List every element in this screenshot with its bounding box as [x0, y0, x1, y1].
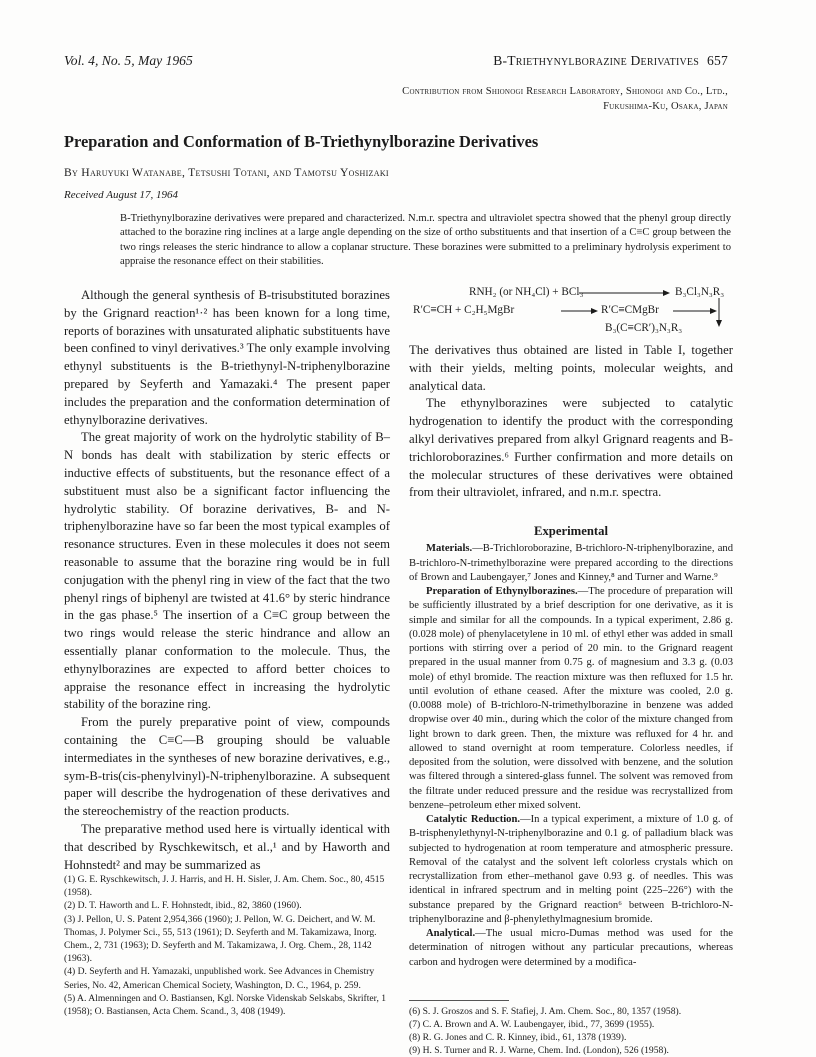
right-column-intro [409, 342, 733, 502]
running-header-volume: Vol. 4, No. 5, May 1965 [64, 53, 193, 68]
contribution-line-1: Contribution from Shionogi Research Laboratory, Shionogi and Co., Ltd., [402, 86, 728, 97]
scheme-line-1: RNH₂ (or NH₄Cl) + BCl₃ B₃Cl₃N₃R₃ [469, 286, 725, 298]
reaction-scheme [413, 286, 733, 340]
body-paragraph: From the purely preparative point of view, compounds containing the C≡C—B grouping should be valuable intermediates in the syntheses of new borazine derivatives, e.g., sym-B-tris(cis-phenylvinyl)-N-triphenylborazine. A subsequent paper will describe the hydrogenation of these derivatives and the stereochemistry of the reaction products. [64, 715, 390, 819]
body-paragraph: The preparative method used here is virtually identical with that described by Ryschkewitsch, et al.,¹ and by Haworth and Hohnstedt² and may be summarized as [64, 821, 390, 872]
contribution-line-2: Fukushima-Ku, Osaka, Japan [603, 101, 728, 112]
body-paragraph: Although the general synthesis of B-trisubstituted borazines by the Grignard reaction¹·² has been known for a long time, reports of borazines with unsaturated aliphatic substituents have been confined to vinyl derivatives.³ The only example involving ethynyl substituents is the B-triethynyl-N-triphenylborazine prepared by Seyferth and Yamazaki.⁴ The present paper includes the preparation and the conformation determination of ethynylborazine derivatives. [64, 288, 390, 427]
footnote: (7) C. A. Brown and A. W. Laubengayer, ibid., 77, 3699 (1955). [409, 1019, 655, 1030]
body-paragraph: The derivatives thus obtained are listed in Table I, together with their yields, melting points, molecular weights, and analytical data. [409, 343, 733, 393]
scheme-product: B₃(C≡CR′)₃N₃R₃ [605, 322, 683, 334]
footnote: (9) H. S. Turner and R. J. Warne, Chem. Ind. (London), 526 (1958). [409, 1045, 669, 1056]
footnote: (4) D. Seyferth and H. Yamazaki, unpublished work. See Advances in Chemistry Series, No. 42, American Chemical Society, Washington, D. C., 1964, p. 259. [64, 966, 375, 991]
contribution-line [228, 84, 728, 114]
footnote: (5) A. Almenningen and O. Bastiansen, Kgl. Norske Videnskab Selskabs, Skrifter, 1 (1958); O. Bastiansen, Acta Chem. Scand., 3, 408 (1949). [64, 992, 387, 1018]
section-heading-experimental: Experimental [533, 524, 608, 538]
left-column [64, 287, 390, 874]
body-paragraph: The great majority of work on the hydrolytic stability of B–N bonds has dealt with stabilization by steric effects or inductive effects of substituents, but the resonance effect of a substituent must also be a significant factor influencing the hydrolytic stability. Of borazine derivatives, B- and N-triphenylborazine have so far been the most typical examples of resonance structures. Even in these molecules it does not seem reasonable to assume that the borazine ring would be in full conjugation with the phenyl ring in view of the fact that the two phenyl rings of biphenyl are twisted at 41.6° by steric hindrance in the gas phase.⁵ The insertion of a C≡C group between the two rings would release the steric hindrance and allow an essentially planar conformation to the molecule. Thus, the ethynylborazines are expected to afford better choices to appraise the resonance effect in increasing the hydrolytic stability of the borazine ring. [64, 430, 390, 712]
experimental-section [409, 524, 733, 970]
footnote-divider [409, 1000, 509, 1001]
scheme-line-2: R′C≡CH + C₂H₅MgBr R′C≡CMgBr [413, 304, 659, 316]
footnote: (3) J. Pellon, U. S. Patent 2,954,366 (1960); J. Pellon, W. G. Deichert, and W. M. Thomas, J. Polymer Sci., 55, 513 (1961); D. Seyferth and M. Takamizawa, Inorg. Chem., 2, 731 (1963); D. Seyferth and M. Takamizawa, J. Org. Chem., 28, 1142 (1963). [64, 913, 377, 965]
footnote: (2) D. T. Haworth and L. F. Hohnstedt, ibid., 82, 3860 (1960). [64, 900, 302, 912]
running-header-title [493, 53, 728, 69]
materials-paragraph: Materials.—B-Trichloroborazine, B-trichloro-N-triphenylborazine, and B-trichloro-N-trimethylborazine were prepared according to the directions of Brown and Laubengayer,⁷ Jones and Kinney,⁸ and Turner and Warne.⁹ [409, 543, 733, 583]
footnote: (1) G. E. Ryschkewitsch, J. J. Harris, and H. H. Sisler, J. Am. Chem. Soc., 80, 4515 (1958). [64, 874, 385, 899]
body-paragraph: The ethynylborazines were subjected to catalytic hydrogenation to identify the product with the corresponding alkyl derivatives prepared from alkyl Grignard reagents and B-trichloroborazines.⁶ Further confirmation and more details on the molecular structures of these derivatives were obtained from their ultraviolet, infrared, and n.m.r. spectra. [409, 396, 733, 500]
running-header-text: B-Triethynylborazine Derivatives [493, 53, 699, 68]
footnotes-right [409, 1005, 733, 1057]
page-number: 657 [707, 53, 728, 68]
paper-title: Preparation and Conformation of B-Triethynylborazine Derivatives [64, 132, 539, 151]
preparation-paragraph: Preparation of Ethynylborazines.—The procedure of preparation will be sufficiently illustrated by a brief description for one derivative, as it is simple and similar for all the compounds. In a typical experiment, 2.86 g. (0.028 mole) of phenylacetylene in 10 ml. of ethyl ether was added in small portions with stirring over a period of 20 min. to the Grignard reagent prepared in the usual manner from 0.75 g. of magnesium and 3.3 g. (0.03 mole) of ethyl bromide. The reaction mixture was then refluxed for 1.5 hr. until evolution of ethane ceased. After the mixture was cooled, 2.0 g. (0.0088 mole) of B-trichloro-N-trimethylborazine in benzene was added dropwise over 40 min., during which the color of the mixture changed from light brown to dark green. Then, the mixture was refluxed for 4 hr. and allowed to stand overnight at room temperature. Colorless needles, if deposited from the solution, were dissolved with benzene, and the solution was filtered through a sintered-glass funnel. The solvent was removed from the filtrate under reduced pressure and the residue was recrystallized from benzene–petroleum ether mixed solvent. [409, 586, 733, 811]
footnote: (8) R. G. Jones and C. R. Kinney, ibid., 61, 1378 (1939). [409, 1032, 627, 1043]
received-date: Received August 17, 1964 [64, 189, 179, 201]
reduction-paragraph: Catalytic Reduction.—In a typical experiment, a mixture of 1.0 g. of B-trisphenylethynyl-N-triphenylborazine and 0.1 g. of palladium black was subjected to hydrogenation at room temperature and atmospheric pressure. Removal of the catalyst and the solvent left colorless crystals which on recrystallization from ether–methanol gave 0.93 g. of needles. This was identical in infrared spectrum and in melting point (225–226°) with the substance prepared by the Grignard reaction⁶ between B-trichloro-N-triphenylborazine and β-phenylethylmagnesium bromide. [409, 814, 733, 925]
abstract: B-Triethynylborazine derivatives were prepared and characterized. N.m.r. spectra and ultraviolet spectra showed that the phenyl group directly attached to the borazine ring inclines at a large angle depending on the size of ortho substituents and that insertion of a C≡C group between the two rings releases the steric hindrance to allow a coplanar structure. These borazines were submitted to a preliminary hydrolysis experiment to appraise the resonance effect on their stabilities. [120, 213, 731, 268]
author-line: By Haruyuki Watanabe, Tetsushi Totani, and Tamotsu Yoshizaki [64, 166, 389, 179]
footnotes-left [64, 873, 390, 1018]
footnote: (6) S. J. Groszos and S. F. Stafiej, J. Am. Chem. Soc., 80, 1357 (1958). [409, 1006, 682, 1017]
analytical-paragraph: Analytical.—The usual micro-Dumas method was used for the determination of nitrogen without any particular precautions, whereas carbon and hydrogen were determined by a modifica- [409, 928, 733, 968]
